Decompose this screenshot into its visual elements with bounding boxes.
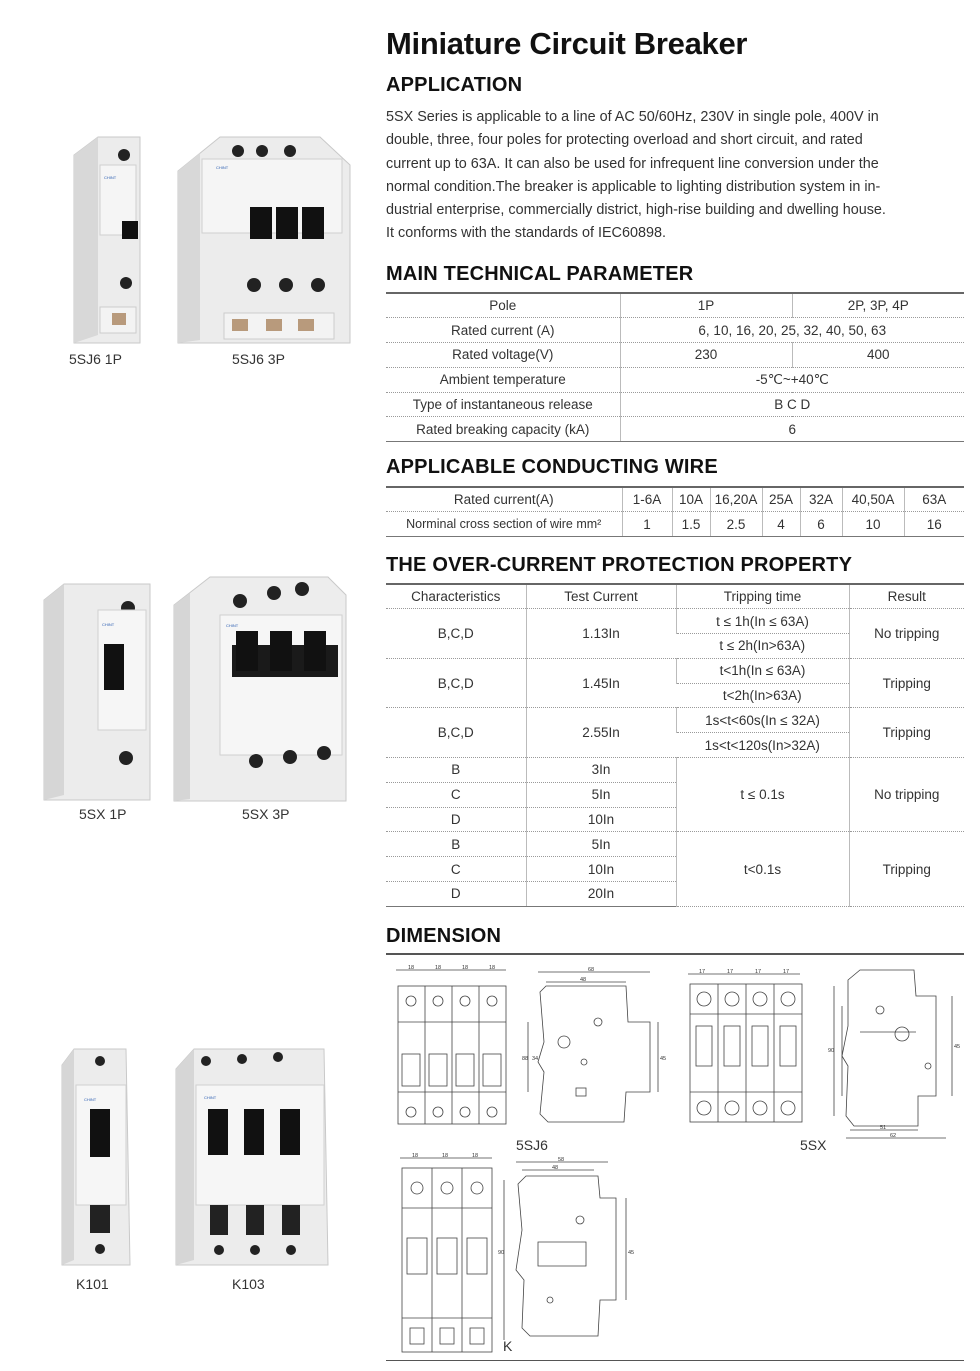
table-cell: Tripping <box>849 658 964 708</box>
table-cell: 16 <box>904 512 964 537</box>
table-cell: 1 <box>622 512 672 537</box>
table-cell: Rated breaking capacity (kA) <box>386 417 620 442</box>
dim-label: 17 <box>699 969 706 975</box>
table-row <box>386 392 964 417</box>
table-cell: Rated current (A) <box>386 318 620 343</box>
table-row <box>386 343 964 368</box>
table-cell: Test Current <box>526 584 676 609</box>
table-cell: 10In <box>526 807 676 832</box>
dim-label: 18 <box>489 965 496 971</box>
table-row <box>386 367 964 392</box>
dim-label: 18 <box>462 965 469 971</box>
table-cell: Ambient temperature <box>386 367 620 392</box>
table-cell: -5℃~+40℃ <box>620 367 964 392</box>
dimension-label-sj6: 5SJ6 <box>516 1137 548 1153</box>
sj6-dimension-drawing <box>388 962 668 1132</box>
main-params-heading: MAIN TECHNICAL PARAMETER <box>386 263 694 285</box>
table-cell: 25A <box>762 487 800 512</box>
table-cell: 1.5 <box>672 512 710 537</box>
table-row <box>386 318 964 343</box>
table-row <box>386 658 964 683</box>
table-cell: t ≤ 2h(In>63A) <box>676 634 849 659</box>
dim-label: 18 <box>472 1153 479 1159</box>
table-cell: t<2h(In>63A) <box>676 683 849 708</box>
table-row <box>386 512 964 537</box>
application-text <box>386 106 966 246</box>
table-row <box>386 758 964 783</box>
protection-table <box>386 583 964 907</box>
table-cell: t ≤ 0.1s <box>676 758 849 832</box>
table-cell: B,C,D <box>386 708 526 758</box>
application-line: dustrial enterprise, commercially district, high-rise building and dwelling house. <box>386 202 886 219</box>
dim-label: 45 <box>660 1056 667 1062</box>
table-cell: Rated voltage(V) <box>386 343 620 368</box>
table-cell: t ≤ 1h(In ≤ 63A) <box>676 609 849 634</box>
dim-label: 90 <box>498 1250 505 1256</box>
table-cell: 20In <box>526 882 676 907</box>
application-line: It conforms with the standards of IEC60898. <box>386 225 666 242</box>
dim-label: 17 <box>755 969 762 975</box>
dim-label: 18 <box>435 965 442 971</box>
dim-label: 58 <box>558 1157 565 1163</box>
dim-label: 51 <box>880 1125 887 1131</box>
table-cell: 1.13In <box>526 609 676 659</box>
table-row <box>386 487 964 512</box>
table-row <box>386 584 964 609</box>
table-cell: 4 <box>762 512 800 537</box>
dimension-heading: DIMENSION <box>386 925 502 947</box>
table-cell: 2.5 <box>710 512 762 537</box>
product-caption: 5SX 1P <box>79 806 127 822</box>
dim-label: 45 <box>628 1250 635 1256</box>
application-line: 5SX Series is applicable to a line of AC 50/60Hz, 230V in single pole, 400V in <box>386 109 879 125</box>
table-cell: t<0.1s <box>676 832 849 906</box>
table-cell: 10In <box>526 857 676 882</box>
product-caption: 5SX 3P <box>242 806 290 822</box>
product-caption: 5SJ6 1P <box>69 351 122 367</box>
table-cell: Type of instantaneous release <box>386 392 620 417</box>
table-cell: No tripping <box>849 758 964 832</box>
table-cell: Tripping <box>849 708 964 758</box>
table-row <box>386 417 964 442</box>
table-cell: No tripping <box>849 609 964 659</box>
brand-label: CHINT <box>204 1095 217 1100</box>
wire-table <box>386 486 964 537</box>
dim-label: 88 <box>522 1056 529 1062</box>
table-cell: 5In <box>526 782 676 807</box>
table-cell: 10A <box>672 487 710 512</box>
dim-label: 18 <box>442 1153 449 1159</box>
table-cell: 1s<t<60s(In ≤ 32A) <box>676 708 849 733</box>
table-cell: Result <box>849 584 964 609</box>
table-cell: 2.55In <box>526 708 676 758</box>
table-cell: 40,50A <box>842 487 904 512</box>
dim-label: 18 <box>408 965 415 971</box>
table-cell: 1.45In <box>526 658 676 708</box>
brand-label: CHINT <box>226 623 239 628</box>
dim-label: 68 <box>588 967 595 973</box>
dim-label: 18 <box>412 1153 419 1159</box>
application-line: normal condition.The breaker is applicable to lighting distribution system in in- <box>386 178 881 195</box>
table-cell: Norminal cross section of wire mm² <box>386 512 622 537</box>
dimension-label-k: K <box>503 1338 513 1354</box>
table-cell: t<1h(In ≤ 63A) <box>676 658 849 683</box>
dim-label: 17 <box>727 969 734 975</box>
sx-dimension-drawing <box>684 966 964 1141</box>
dim-label: 34 <box>532 1056 539 1062</box>
product-caption: K101 <box>76 1276 109 1292</box>
dim-label: 17 <box>783 969 790 975</box>
table-cell: Pole <box>386 293 620 318</box>
table-cell: C <box>386 857 526 882</box>
table-cell: 1-6A <box>622 487 672 512</box>
table-row <box>386 708 964 733</box>
table-cell: 5In <box>526 832 676 857</box>
table-cell: 16,20A <box>710 487 762 512</box>
dim-label: 90 <box>828 1048 835 1054</box>
table-cell: 6 <box>620 417 964 442</box>
table-cell: 1P <box>620 293 792 318</box>
brand-label: CHINT <box>216 165 229 170</box>
table-cell: 10 <box>842 512 904 537</box>
table-cell: B,C,D <box>386 609 526 659</box>
brand-label: CHINT <box>102 622 115 627</box>
dimension-rule <box>386 953 964 955</box>
table-cell: Characteristics <box>386 584 526 609</box>
product-caption: K103 <box>232 1276 265 1292</box>
dim-label: 48 <box>552 1165 559 1171</box>
product-5sj6-1p-image <box>60 135 156 345</box>
application-line: double, three, four poles for protecting overload and short circuit, and rated <box>386 132 863 149</box>
product-caption: 5SJ6 3P <box>232 351 285 367</box>
bottom-rule <box>386 1360 964 1361</box>
table-cell: 63A <box>904 487 964 512</box>
table-cell: D <box>386 807 526 832</box>
wire-heading: APPLICABLE CONDUCTING WIRE <box>386 456 718 478</box>
table-cell: 6, 10, 16, 20, 25, 32, 40, 50, 63 <box>620 318 964 343</box>
dim-label: 48 <box>580 977 587 983</box>
product-5sj6-3p-image <box>170 135 355 345</box>
protection-heading: THE OVER-CURRENT PROTECTION PROPERTY <box>386 554 853 576</box>
product-5sx-1p-image <box>40 580 155 805</box>
main-params-table <box>386 292 964 442</box>
application-line: current up to 63A. It can also be used for infrequent line conversion under the <box>386 155 879 172</box>
table-row <box>386 609 964 634</box>
brand-label: CHINT <box>104 175 117 180</box>
table-cell: 3In <box>526 758 676 783</box>
product-k101-image <box>56 1045 136 1270</box>
table-cell: Tripping time <box>676 584 849 609</box>
table-cell: 6 <box>800 512 842 537</box>
table-cell: 32A <box>800 487 842 512</box>
table-row <box>386 293 964 318</box>
table-cell: Rated current(A) <box>386 487 622 512</box>
page-title: Miniature Circuit Breaker <box>386 26 748 61</box>
brand-label: CHINT <box>84 1097 97 1102</box>
table-row <box>386 832 964 857</box>
table-cell: Tripping <box>849 832 964 906</box>
table-cell: B,C,D <box>386 658 526 708</box>
dim-label: 45 <box>954 1044 961 1050</box>
product-5sx-3p-image <box>170 575 350 805</box>
dim-label: 62 <box>890 1133 897 1139</box>
k-dimension-drawing <box>390 1150 660 1360</box>
application-heading: APPLICATION <box>386 74 523 96</box>
table-cell: D <box>386 882 526 907</box>
table-cell: B <box>386 758 526 783</box>
table-cell: B C D <box>620 392 964 417</box>
table-cell: C <box>386 782 526 807</box>
table-cell: 2P, 3P, 4P <box>792 293 964 318</box>
dimension-label-sx: 5SX <box>800 1137 827 1153</box>
table-cell: B <box>386 832 526 857</box>
table-cell: 1s<t<120s(In>32A) <box>676 733 849 758</box>
table-cell: 230 <box>620 343 792 368</box>
product-k103-image <box>170 1045 335 1270</box>
table-cell: 400 <box>792 343 964 368</box>
